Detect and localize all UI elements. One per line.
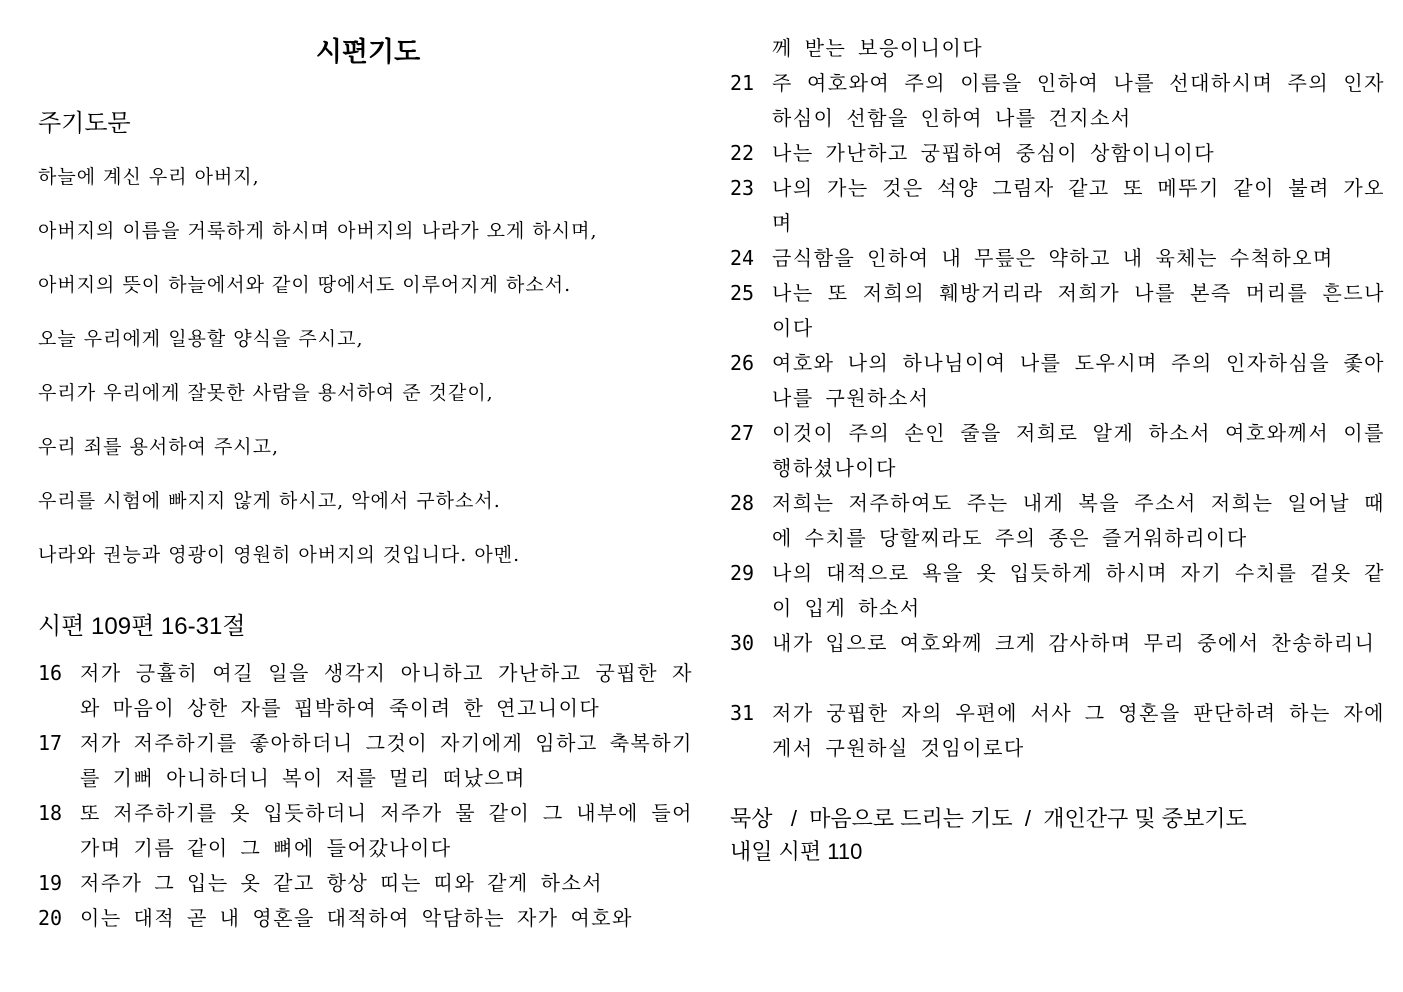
verse-number: 25 <box>730 281 755 305</box>
prayer-line: 우리 죄를 용서하여 주시고, <box>38 436 280 458</box>
verse-21 <box>730 66 1385 136</box>
verse-text: 저희는 저주하여도 주는 내게 복을 주소서 저희는 일어날 때에 수치를 당할찌라도 주의 종은 즐거워하리이다 <box>772 491 1385 550</box>
verse-30 <box>730 626 1385 661</box>
verse-text: 저주가 그 입는 옷 같고 항상 띠는 띠와 같게 하소서 <box>80 871 604 895</box>
verse-number: 18 <box>38 801 63 825</box>
verse-22 <box>730 136 1385 171</box>
verse-25 <box>730 276 1385 346</box>
verse-text: 내가 입으로 여호와께 크게 감사하며 무리 중에서 찬송하리니 <box>772 631 1376 655</box>
prayer-line: 나라와 권능과 영광이 영원히 아버지의 것입니다. 아멘. <box>38 544 521 566</box>
prayer-line: 아버지의 이름을 거룩하게 하시며 아버지의 나라가 오게 하시며, <box>38 220 598 242</box>
verse-number: 19 <box>38 871 63 895</box>
meditation-line: 묵상 / 마음으로 드리는 기도 / 개인간구 및 중보기도 <box>730 806 1247 831</box>
verse-number: 24 <box>730 246 755 270</box>
verse-16 <box>38 656 693 726</box>
verse-number: 28 <box>730 491 755 515</box>
verse-text: 께 받는 보응이니이다 <box>772 36 984 60</box>
verse-number: 26 <box>730 351 755 375</box>
verse-27 <box>730 416 1385 486</box>
verse-number: 27 <box>730 421 755 445</box>
verse-text: 이는 대적 곧 내 영혼을 대적하여 악담하는 자가 여호와 <box>80 906 633 930</box>
verse-20-continuation <box>730 31 1385 66</box>
prayer-line: 하늘에 계신 우리 아버지, <box>38 166 260 188</box>
verse-23 <box>730 171 1385 241</box>
verse-24 <box>730 241 1385 276</box>
verse-29 <box>730 556 1385 626</box>
verse-text: 저가 궁핍한 자의 우편에 서사 그 영혼을 판단하려 하는 자에게서 구원하실 것임이로다 <box>772 701 1385 760</box>
verse-text: 금식함을 인하여 내 무릎은 약하고 내 육체는 수척하오며 <box>772 246 1334 270</box>
verse-text: 저가 저주하기를 좋아하더니 그것이 자기에게 임하고 축복하기를 기뻐 아니하더니 복이 저를 멀리 떠났으며 <box>80 731 693 790</box>
verse-number: 21 <box>730 71 755 95</box>
verse-text: 또 저주하기를 옷 입듯하더니 저주가 물 같이 그 내부에 들어가며 기름 같이 그 뼈에 들어갔나이다 <box>80 801 693 860</box>
verse-number: 23 <box>730 176 755 200</box>
verse-number: 20 <box>38 906 63 930</box>
psalm-heading: 시편 109편 16-31절 <box>38 613 246 640</box>
verse-26 <box>730 346 1385 416</box>
prayer-line: 아버지의 뜻이 하늘에서와 같이 땅에서도 이루어지게 하소서. <box>38 274 572 296</box>
verse-text: 주 여호와여 주의 이름을 인하여 나를 선대하시며 주의 인자하심이 선함을 인하여 나를 건지소서 <box>772 71 1385 130</box>
verse-number: 29 <box>730 561 755 585</box>
lords-prayer-heading: 주기도문 <box>38 110 131 137</box>
verse-28 <box>730 486 1385 556</box>
verse-text: 나의 대적으로 욕을 옷 입듯하게 하시며 자기 수치를 겉옷 같이 입게 하소서 <box>772 561 1385 620</box>
verse-20 <box>38 901 693 936</box>
verse-17 <box>38 726 693 796</box>
verse-number: 16 <box>38 661 63 685</box>
prayer-line: 우리가 우리에게 잘못한 사람을 용서하여 준 것같이, <box>38 382 494 404</box>
verse-text: 여호와 나의 하나님이여 나를 도우시며 주의 인자하심을 좇아 나를 구원하소서 <box>772 351 1385 410</box>
verse-text: 나는 또 저희의 훼방거리라 저희가 나를 본즉 머리를 흔드나이다 <box>772 281 1385 340</box>
verse-31 <box>730 696 1385 766</box>
verse-number: 22 <box>730 141 755 165</box>
next-psalm-line: 내일 시편 110 <box>730 839 863 864</box>
verse-number: 30 <box>730 631 755 655</box>
page-title: 시편기도 <box>315 37 421 67</box>
prayer-line: 우리를 시험에 빠지지 않게 하시고, 악에서 구하소서. <box>38 490 501 512</box>
verse-number: 17 <box>38 731 63 755</box>
prayer-line: 오늘 우리에게 일용할 양식을 주시고, <box>38 328 364 350</box>
verse-number: 31 <box>730 701 755 725</box>
verse-19 <box>38 866 693 901</box>
verse-text: 나의 가는 것은 석양 그림자 같고 또 메뚜기 같이 불려 가오며 <box>772 176 1385 235</box>
verse-text: 나는 가난하고 궁핍하여 중심이 상함이니이다 <box>772 141 1216 165</box>
verse-text: 이것이 주의 손인 줄을 저희로 알게 하소서 여호와께서 이를 행하셨나이다 <box>772 421 1385 480</box>
verse-18 <box>38 796 693 866</box>
verse-text: 저가 긍휼히 여길 일을 생각지 아니하고 가난하고 궁핍한 자와 마음이 상한 자를 핍박하여 죽이려 한 연고니이다 <box>80 661 693 720</box>
